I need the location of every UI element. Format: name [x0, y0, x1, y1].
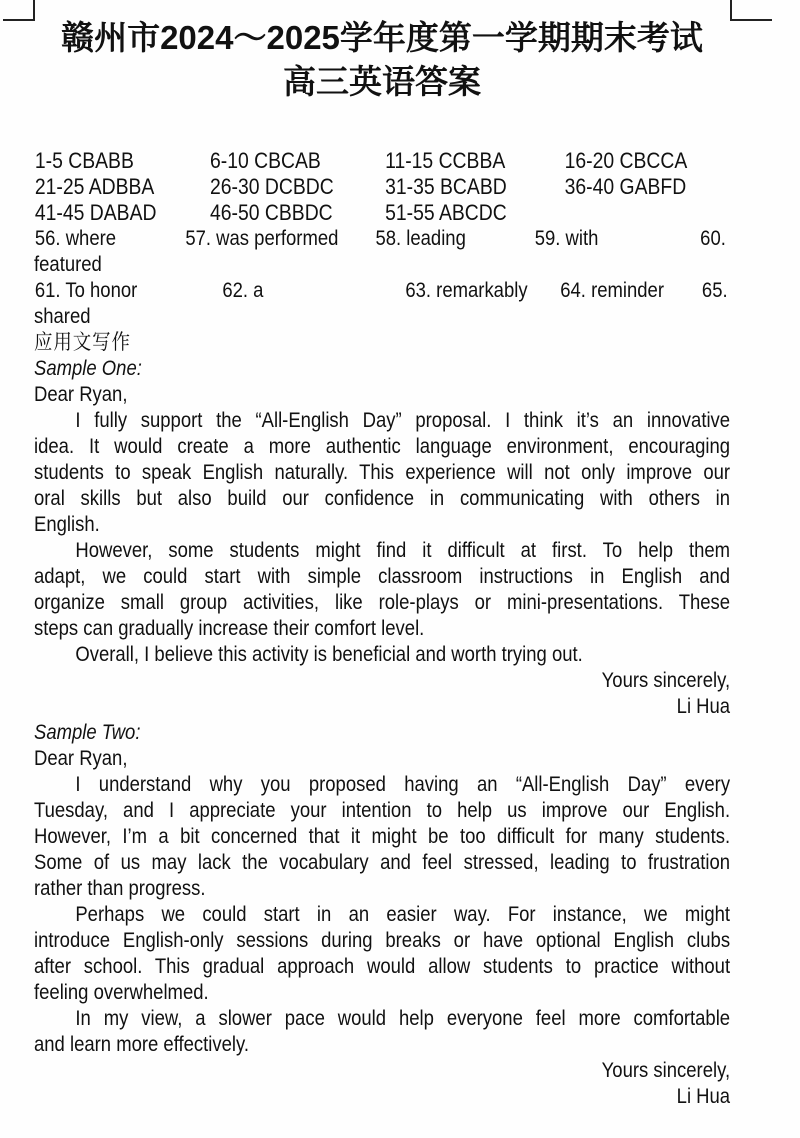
sample-label: Sample One: [34, 357, 142, 380]
answer-key-cell: 41-45 DABAD [34, 200, 157, 225]
crop-mark-top-left-icon [3, 0, 35, 21]
letter-line: Overall, I believe this activity is beneficial and worth trying out. [75, 643, 583, 666]
letter-line: Perhaps we could start in an easier way. For instance, we might [75, 903, 731, 926]
letter-line: However, I’m a bit concerned that it might be too difficult for many students. [34, 825, 731, 848]
crop-mark-top-right-icon [730, 0, 772, 21]
letter-line: However, some students might find it difficult at first. To help them [75, 539, 731, 562]
answer-key-cell: 36-40 GABFD [564, 174, 687, 199]
letter-line: organize small group activities, like role-plays or mini-presentations. These [34, 591, 731, 614]
answer-key-cell: 16-20 CBCCA [564, 148, 688, 173]
letter-line: feeling overwhelmed. [34, 981, 209, 1004]
document-title [34, 16, 730, 104]
fill-answer-continuation: featured [34, 253, 102, 276]
letter-line: students to speak English naturally. This experience will not only improve our [34, 461, 731, 484]
fill-answer-cell: 57. was performed [185, 227, 339, 250]
letter-line: idea. It would create a more authentic language environment, encouraging [34, 435, 731, 458]
letter-line: Some of us may lack the vocabulary and feel stressed, leading to frustration [34, 851, 731, 874]
letter-line: oral skills but also build our confidence in communicating with others in [34, 487, 731, 510]
title-line-1: 赣州市2024～2025学年度第一学期期末考试 [61, 19, 703, 56]
letter-line: introduce English-only sessions during breaks or have optional English clubs [34, 929, 731, 952]
letter-closing: Yours sincerely, [601, 669, 731, 692]
fill-answer-cell: 63. remarkably [405, 279, 528, 302]
letter-signature: Li Hua [676, 1085, 731, 1108]
fill-answer-cell: 60. [700, 227, 726, 250]
fill-answer-cell: 64. reminder [560, 279, 664, 302]
objective-answer-row [34, 174, 730, 200]
writing-section-heading: 应用文写作 [34, 331, 131, 354]
fill-answer-cell: 58. leading [375, 227, 466, 250]
answer-key-cell: 31-35 BCABD [385, 174, 507, 199]
letter-signature: Li Hua [676, 695, 731, 718]
answer-key-cell: 11-15 CCBBA [385, 148, 506, 173]
document-body [34, 148, 730, 1110]
answer-key-cell: 21-25 ADBBA [34, 174, 155, 199]
letter-line: English. [34, 513, 100, 536]
fill-answer-cell: 59. with [534, 227, 599, 250]
fill-answer-cell: 56. where [34, 227, 117, 250]
answer-key-cell: 6-10 CBCAB [210, 148, 321, 173]
letter-salutation: Dear Ryan, [34, 383, 128, 406]
answer-key-cell: 26-30 DCBDC [210, 174, 334, 199]
fill-answer-continuation: shared [34, 305, 91, 328]
letter-line: I fully support the “All-English Day” proposal. I think it’s an innovative [75, 409, 731, 432]
answer-key-cell: 1-5 CBABB [34, 148, 134, 173]
letter-line: Tuesday, and I appreciate your intention to help us improve our English. [34, 799, 731, 822]
fill-answer-row [34, 226, 730, 252]
fill-answer-cell: 62. a [222, 279, 264, 302]
letter-line: adapt, we could start with simple classroom instructions in English and [34, 565, 731, 588]
letter-line: and learn more effectively. [34, 1033, 250, 1056]
sample-label: Sample Two: [34, 721, 141, 744]
letter-line: In my view, a slower pace would help everyone feel more comfortable [75, 1007, 731, 1030]
fill-answer-cell: 61. To honor [34, 279, 138, 302]
letter-line: I understand why you proposed having an “All-English Day” every [75, 773, 731, 796]
letter-closing: Yours sincerely, [601, 1059, 731, 1082]
letter-line: after school. This gradual approach would allow students to practice without [34, 955, 731, 978]
fill-answer-row [34, 278, 730, 304]
fill-answer-cell: 65. [701, 279, 728, 302]
answer-key-cell: 51-55 ABCDC [385, 200, 507, 225]
letter-line: rather than progress. [34, 877, 206, 900]
title-line-2: 高三英语答案 [283, 63, 481, 100]
letter-salutation: Dear Ryan, [34, 747, 128, 770]
letter-line: steps can gradually increase their comfort level. [34, 617, 425, 640]
objective-answer-row [34, 200, 730, 226]
objective-answer-row [34, 148, 730, 174]
answer-key-cell: 46-50 CBBDC [210, 200, 333, 225]
